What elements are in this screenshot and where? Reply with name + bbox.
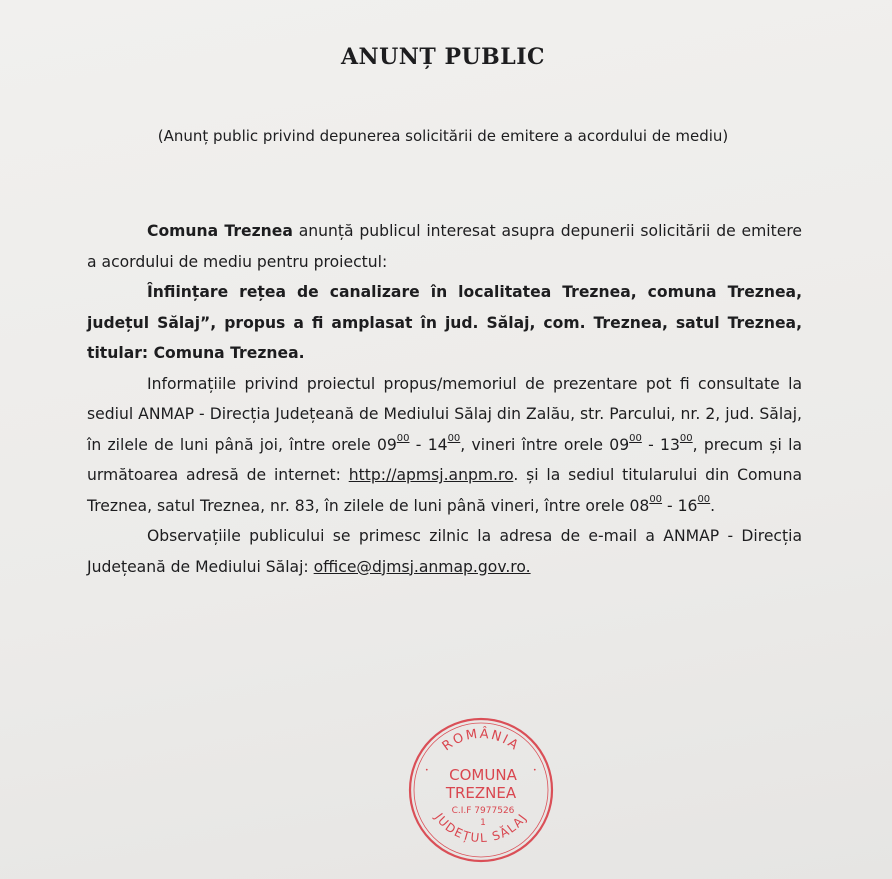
info-text-7: - 16 xyxy=(662,496,698,515)
time-superscript: 00 xyxy=(649,494,663,506)
paragraph-observations xyxy=(87,521,802,582)
time-superscript: 00 xyxy=(447,433,461,445)
stamp-star: • xyxy=(533,767,537,774)
observations-text: Observațiile publicului se primesc zilnic la adresa de e-mail a ANMAP - Direcția Județeană de Mediului Sălaj: xyxy=(87,527,802,576)
info-text-5: , precum și la următoarea adresă de internet: xyxy=(87,435,802,484)
info-text-6: . și la sediul titularului din Comuna Treznea, satul Treznea, nr. 83, în zilele de luni până vineri, între orele 08 xyxy=(87,466,803,515)
time-superscript: 00 xyxy=(629,433,642,445)
stamp-top-arc-text: ROMÂNIA xyxy=(439,726,523,755)
time-superscript: 00 xyxy=(679,433,693,445)
document-body xyxy=(87,216,802,582)
info-text-8: . xyxy=(710,496,716,515)
paragraph-intro xyxy=(87,216,802,277)
stamp-line-3: C.I.F 7977526 xyxy=(451,806,515,816)
official-stamp xyxy=(407,716,555,864)
info-text-2: - 14 xyxy=(409,435,448,454)
website-link[interactable]: http://apmsj.anpm.ro xyxy=(348,466,514,484)
stamp-line-1: COMUNA xyxy=(449,766,517,784)
stamp-line-4: 1 xyxy=(480,818,486,828)
page-title: ANUNȚ PUBLIC xyxy=(340,44,546,70)
stamp-star: • xyxy=(425,767,429,774)
page-subtitle: (Anunț public privind depunerea solicitării de emitere a acordului de mediu) xyxy=(157,127,729,145)
time-superscript: 00 xyxy=(396,433,410,445)
paragraph-info xyxy=(87,369,802,522)
stamp-line-2: TREZNEA xyxy=(445,784,517,802)
info-text-4: - 13 xyxy=(641,435,680,454)
paragraph-project: Înființare rețea de canalizare în localitatea Treznea, comuna Treznea, județul Sălaj”, propus a fi amplasat în jud. Sălaj, com. Treznea, satul Treznea, titular: Comuna Treznea. xyxy=(87,283,802,362)
info-text-3: , vineri între orele 09 xyxy=(460,435,630,454)
info-text-1: Informațiile privind proiectul propus/memoriul de prezentare pot fi consultate la sediul ANMAP - Direcția Județeană de Mediului Sălaj din Zalău, str. Parcului, nr. 2, jud. Sălaj, în zilele de luni până joi, între orele 09 xyxy=(87,374,802,454)
email-link[interactable]: office@djmsj.anmap.gov.ro. xyxy=(313,557,531,576)
time-superscript: 00 xyxy=(697,494,711,506)
intro-text: anunță publicul interesat asupra depunerii solicitării de emitere a acordului de mediu pentru proiectul: xyxy=(87,222,802,271)
municipality-name: Comuna Treznea xyxy=(147,222,293,240)
stamp-bottom-arc-text: JUDEȚUL SĂLAJ xyxy=(431,810,531,846)
